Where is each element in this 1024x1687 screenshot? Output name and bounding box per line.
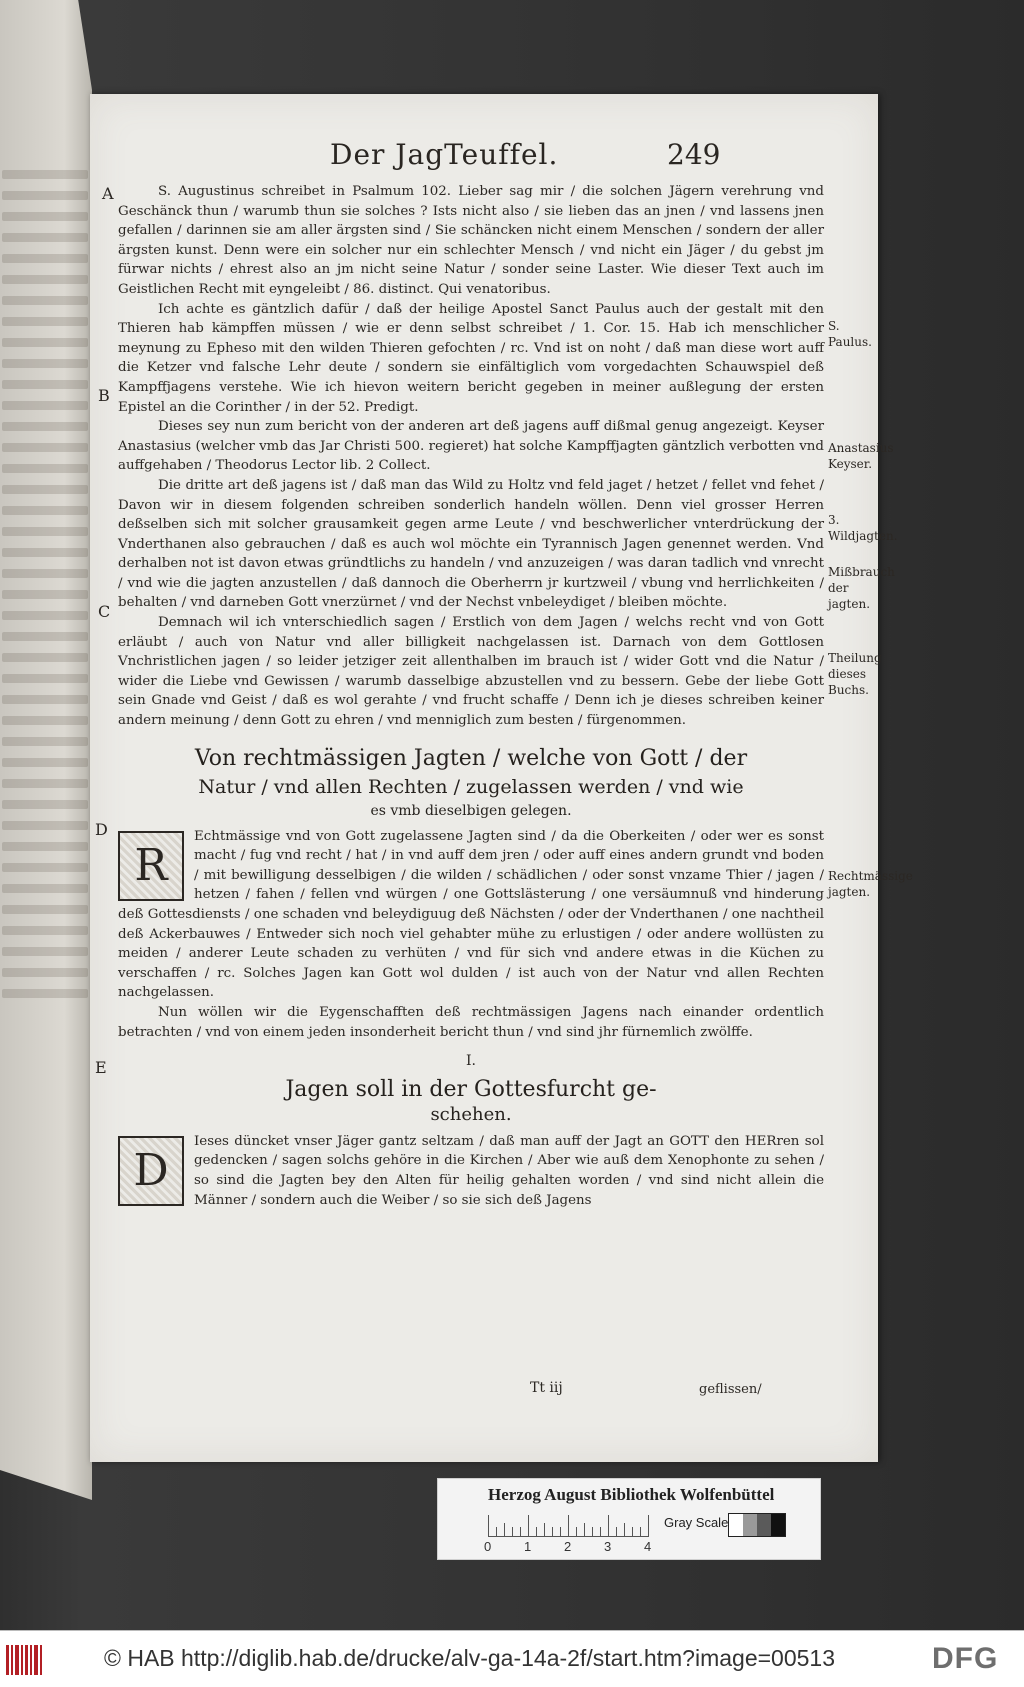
chart-library-title: Herzog August Bibliothek Wolfenbüttel — [488, 1485, 775, 1504]
catchword: geflissen/ — [699, 1382, 762, 1397]
section-heading-rechtmaessig — [118, 745, 824, 821]
margin-note-wildjagten: 3. Wildjagten. — [828, 513, 898, 543]
ruler-number-1: 1 — [524, 1539, 532, 1554]
section-letter-a: A — [102, 184, 114, 203]
margin-note-theilung: Theilung dieses Buchs. — [828, 651, 882, 697]
heading-line-3: es vmb dieselbigen gelegen. — [370, 802, 572, 819]
running-title: Der JagTeuffel. — [330, 138, 559, 171]
heading-gottesfurcht-line-2: schehen. — [430, 1103, 512, 1125]
decorated-initial-r: R — [118, 831, 184, 901]
paragraph-augustinus: S. Augustinus schreibet in Psalmum 102. Lieber sag mir / die solchen Jägern verehrung vnd Geschänck thun / warumb thun sie solches ? Ists nicht also / sie lieben das an jnen / vnd lassens jnen gefallen / darinnen sie am aller ärgsten sind / Sie schäncken nicht einem Menschen / sondern der aller ärgsten kunst. Denn were ein solcher nur ein schlechter Mensch / vnd nicht ein Jäger / du gebst jm fürwar nichts / ehrest also an jm nicht seine Natur / sonder seine Laster. Wie dieser Text auch im Geistlichen Recht mit eyngeleibt / 86. distinct. Qui venatoribus. — [118, 184, 824, 297]
viewer-footer — [0, 1630, 1024, 1687]
ruler-number-4: 4 — [644, 1539, 652, 1554]
previous-page-edge — [0, 0, 92, 1500]
section-numeral: I. — [466, 1053, 476, 1070]
paragraph-anastasius: Dieses sey nun zum bericht von der anderen art deß jagens auff dißmal genug angezeigt. Keyser Anastasius (welcher vmb das Jar Christi 500. regieret) hat solche Kampffjagten gäntzlich verbotten vnd auffgehaben / Theodorus Lector lib. 2 Collect. — [118, 419, 824, 474]
copyright-url[interactable]: © HAB http://diglib.hab.de/drucke/alv-ga-14a-2f/start.htm?image=00513 — [104, 1645, 836, 1671]
section-letter-d: D — [95, 820, 108, 839]
gray-swatch-2 — [743, 1514, 757, 1536]
paragraph-demnach: Demnach wil ich vnterschiedlich sagen / Erstlich von dem Jagen / welchs recht vnd von Gott erläubt / auch von Natur vnd aller billigkeit nachgelassen ist. Darnach von dem Gottlosen Vnchristlichen jagen / so leider jetziger zeit allenthalben im brauch ist / wider Gott vnd die Natur / wider die Liebe vnd Gewissen / warumb dasselbige abzustellen vnd zu bessern. Gebe der liebe Gott sein Gnade vnd Geist / daß es wol gerahte / vnd frucht schaffe / Denn ich je dieses schreiben keiner andern meinung / denn Gott zu ehren / vnd menniglich zum besten / fürgenommen. — [118, 615, 824, 729]
paragraph-paulus: Ich achte es gäntzlich dafür / daß der heilige Apostel Sanct Paulus auch der gestalt mit den Thieren hab kämpffen müssen / wie er denn selbst schreibet / 1. Cor. 15. Hab ich menschlicher meynung zu Epheso mit den wilden Thieren gefochten / rc. Vnd ist on noht / daß man diese wort auff die Ketzer vnd falsche Lehr deute / sondern sie einfältiglich vom vorgedachten Schauwspiel deß Kampffjagens verstehe. Wie ich hievon weitern bericht gegeben in meiner außlegung der ersten Epistel an die Corinther / in der 52. Predigt. — [118, 301, 824, 415]
heading-line-1: Von rechtmässigen Jagten / welche von Gott / der — [194, 745, 748, 771]
section-heading-gottesfurcht — [118, 1076, 824, 1126]
heading-line-2: Natur / vnd allen Rechten / zugelassen werden / vnd wie — [198, 775, 744, 798]
paragraph-rechtmaessige-jagten — [118, 827, 824, 1003]
paragraph-gottesfurcht-text: Ieses düncket vnser Jäger gantz seltzam / daß man auff der Jagt an GOTT den HERren sol gedencken / sagen solchs gehöre in die Kirchen / Aber wie auß dem Xenophonte zu sehen / so sind die Jagten bey den Alten für heilig gehalten worden / vnd sind nicht allein die Männer / sondern auch die Weiber / so sie sich deß Jagens — [194, 1133, 824, 1208]
signature-mark: Tt iij — [530, 1380, 563, 1396]
ruler-number-2: 2 — [564, 1539, 572, 1554]
margin-note-missbrauch: Mißbrauch der jagten. — [828, 565, 895, 611]
section-letter-b: B — [98, 386, 110, 405]
previous-page-text-traces — [2, 170, 88, 1010]
page-body — [118, 182, 824, 1210]
section-letter-e: E — [95, 1058, 107, 1077]
ruler-number-0: 0 — [484, 1539, 492, 1554]
margin-note-rechtmaessige: Rechtmässige jagten. — [828, 869, 913, 899]
page-number: 249 — [667, 138, 721, 171]
heading-gottesfurcht-line-1: Jagen soll in der Gottesfurcht ge- — [285, 1076, 657, 1102]
section-letter-c: C — [98, 602, 111, 621]
paragraph-gottesfurcht — [118, 1132, 824, 1210]
gray-scale-label: Gray Scale — [664, 1515, 729, 1530]
running-head — [90, 138, 878, 178]
gray-swatch-3 — [757, 1514, 771, 1536]
paragraph-eygenschafften: Nun wöllen wir die Eygenschafften deß rechtmässigen Jagens nach einander ordentlich betrachten / vnd von einem jeden insonderheit bericht thun / vnd sind jhr fürnemlich zwölffe. — [118, 1004, 824, 1040]
gray-scale-swatches — [728, 1513, 786, 1537]
ruler-number-3: 3 — [604, 1539, 612, 1554]
barcode-icon — [6, 1645, 46, 1675]
margin-note-paulus: S. Paulus. — [828, 319, 872, 349]
book-page — [90, 94, 913, 1462]
dfg-logo: DFG — [932, 1642, 999, 1675]
color-reference-chart — [437, 1478, 821, 1560]
paragraph-rechtmaessige-text: Echtmässige vnd von Gott zugelassene Jagten sind / da die Oberkeiten / oder wer es sonst macht / fug vnd recht / hat / in vnd auff dem jren / oder auff eines andern grundt vnd boden / mit bewilligung desselbigen / die wilden / schädlichen / oder sonst vnzame Thier / jagen / hetzen / fahen / fellen vnd würgen / one Gottslästerung / one versäumnuß vnd hinderung deß Gottesdiensts / one schaden vnd beleydiguug deß Nächsten / oder der Vnderthanen / one nachtheil deß Ackerbauwes / Entweder sich noch viel gehabter mühe zu erlustigen / oder andere wollüsten zu meiden / anderer Leute schaden zu verhüten / vnd für sich vnd andere etwas in die Küchen zu verschaffen / rc. Solches Jagen kan Gott wol dulden / ist auch von der Natur vnd allen Rechten nachgelassen. — [118, 828, 824, 1001]
decorated-initial-d: D — [118, 1136, 184, 1206]
paragraph-dritte-art: Die dritte art deß jagens ist / daß man das Wild zu Holtz vnd feld jaget / hetzet / fellet vnd fehet / Davon wir in diesem folgenden schreiben sonderlich handeln wöllen. Denn viel grosser Herren deßselben sich mit solcher grausamkeit gegen arme Leute / vnd beschwerlicher vnterdrückung der Vnderthanen also gebrauchen / daß es auch wol möchte ein Tyrannisch Jagen genennet werden. Vnd derhalben not ist davon etwas gründtlichs zu handeln / vnd anzuzeigen / was daran tadlich vnd vnrecht / vnd wie die jagten anzustellen / daß dannoch die Oberherrn jr kurtzweil / vbung vnd herrlichkeiten / behalten / vnd darneben Gott vnerzürnet / vnd der Nechst vnbeleydiget / bleiben möchte. — [118, 477, 824, 611]
margin-note-anastasius: Anastasius Keyser. — [828, 441, 894, 471]
ruler-scale — [488, 1515, 658, 1537]
gray-swatch-1 — [729, 1514, 743, 1536]
gray-swatch-4 — [771, 1514, 785, 1536]
